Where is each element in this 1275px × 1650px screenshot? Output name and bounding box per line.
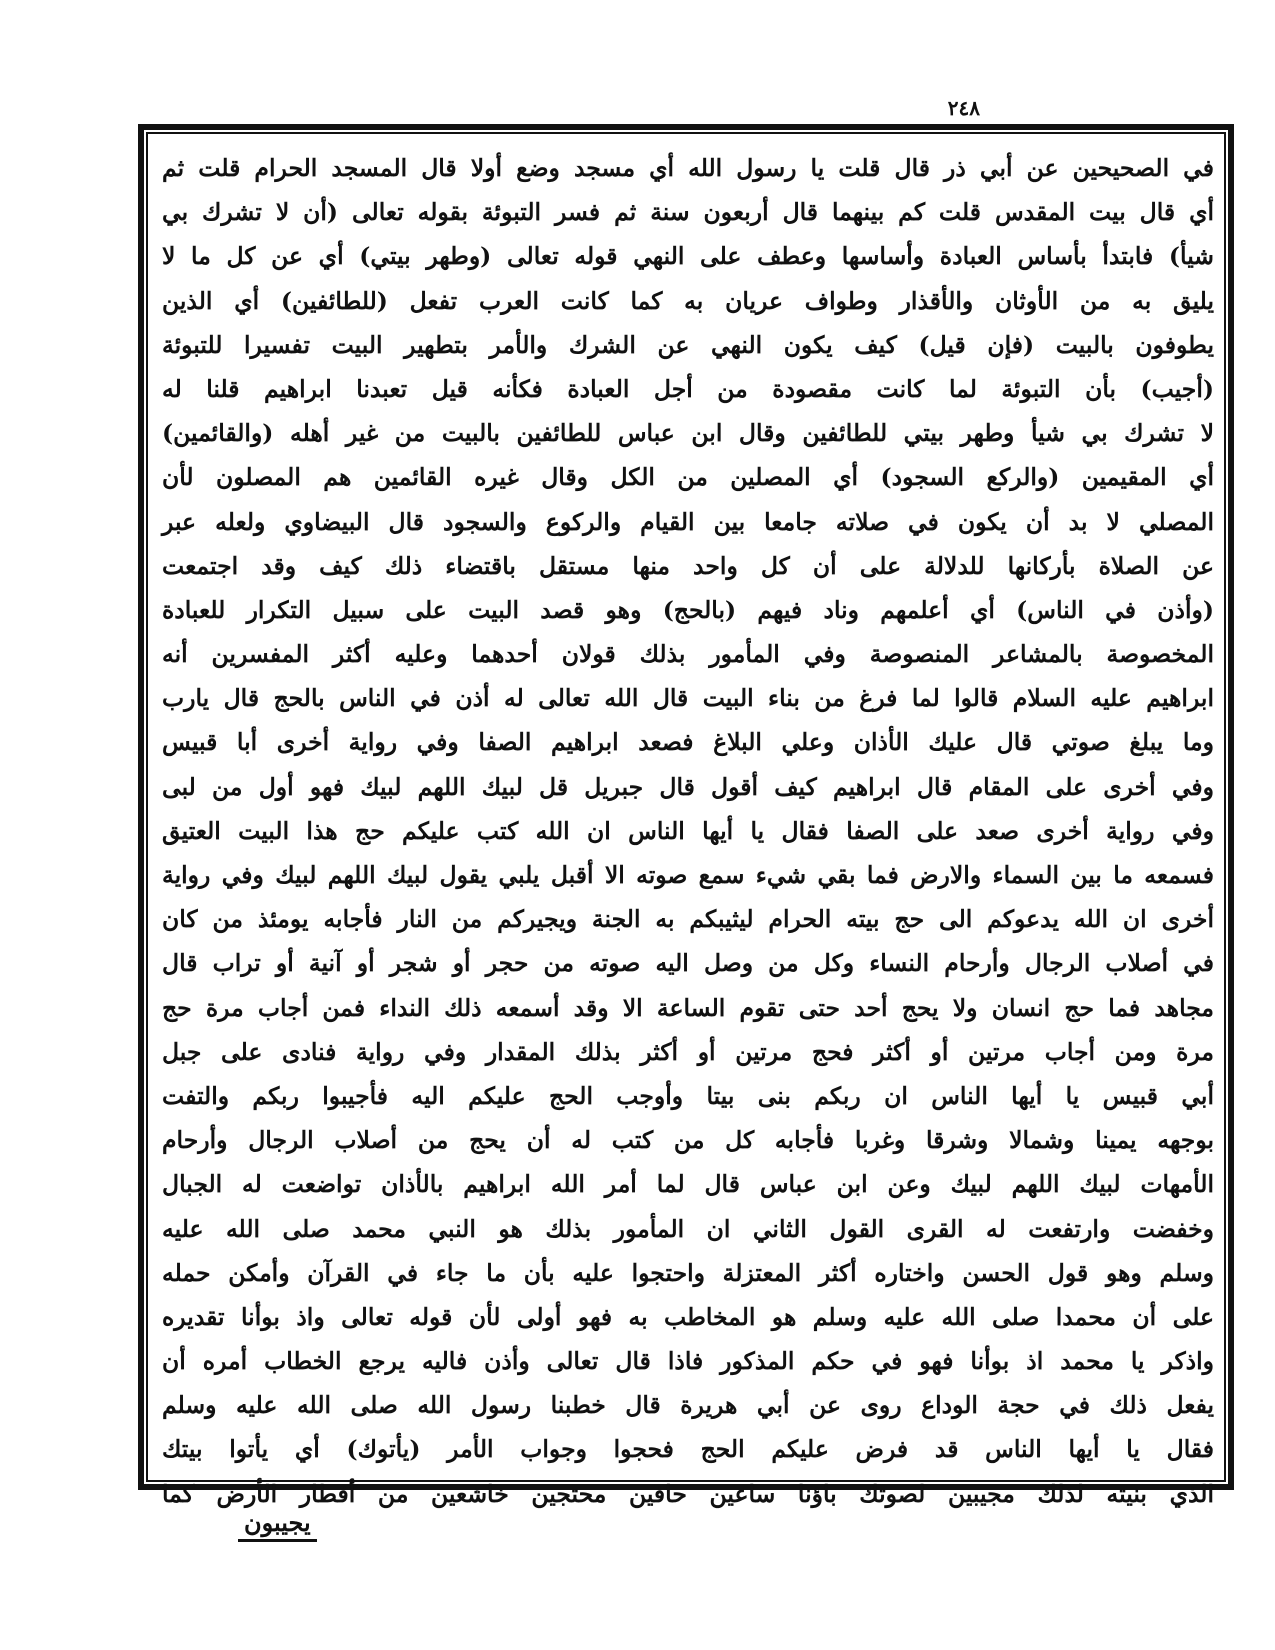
text-line: فسمعه ما بين السماء والارض فما بقي شيء سمع صوته الا أقبل يلبي يقول لبيك اللهم لبيك وفي رواية [162,861,1215,889]
text-line: أبي قبيس يا أيها الناس ان ربكم بنى بيتا وأوجب الحج عليكم اليه فأجيبوا ربكم والتفت [162,1081,1214,1110]
text-line: المخصوصة بالمشاعر المنصوصة وفي المأمور بذلك قولان أحدهما وعليه أكثر المفسرين أنه [162,640,1214,669]
text-line: يفعل ذلك في حجة الوداع روى عن أبي هريرة قال خطبنا رسول الله صلى الله عليه وسلم [162,1391,1214,1420]
main-text-block [162,146,1215,1508]
text-line: يطوفون بالبيت (فإن قيل) كيف يكون النهي عن الشرك والأمر بتطهير البيت تفسيرا للتبوئة [162,330,1214,359]
text-line: وسلم وهو قول الحسن واختاره أكثر المعتزلة واحتجوا عليه بأن ما جاء في القرآن وأمكن حمله [162,1258,1214,1287]
text-line: على أن محمدا صلى الله عليه وسلم هو المخاطب به فهو أولى لأن قوله تعالى واذ بوأنا تقديره [162,1302,1214,1331]
text-line: وفي أخرى على المقام قال ابراهيم كيف أقول قال جبريل قل لبيك اللهم لبيك فهو أول من لبى [162,772,1214,801]
text-line: وفي رواية أخرى صعد على الصفا فقال يا أيها الناس ان الله كتب عليكم حج هذا البيت العتيق [162,816,1214,845]
text-line: فقال يا أيها الناس قد فرض عليكم الحج فحجوا وجواب الأمر (يأتوك) أي يأتوا بيتك [162,1435,1214,1464]
text-line: الأمهات لبيك اللهم لبيك وعن ابن عباس قال لما أمر الله ابراهيم بالأذان تواضعت له الجبال [162,1170,1214,1199]
text-line: (أجيب) بأن التبوئة لما كانت مقصودة من أجل العبادة فكأنه قيل تعبدنا ابراهيم قلنا له [162,374,1214,403]
text-line: وخفضت وارتفعت له القرى القول الثاني ان المأمور بذلك هو النبي محمد صلى الله عليه [162,1214,1214,1243]
text-line: ابراهيم عليه السلام قالوا لما فرغ من بناء البيت قال الله تعالى له أذن في الناس بالحج قال يارب [162,684,1214,713]
text-line: واذكر يا محمد اذ بوأنا فهو في حكم المذكور فاذا قال تعالى وأذن فاليه يرجع الخطاب أمره أن [162,1347,1214,1376]
text-line: أي قال بيت المقدس قلت كم بينهما قال أربعون سنة ثم فسر التبوئة بقوله تعالى (أن لا تشرك بي [162,198,1214,227]
text-line: شيأ) فابتدأ بأساس العبادة وأساسها وعطف على النهي قوله تعالى (وطهر بيتي) أي عن كل ما لا [162,242,1214,271]
text-line: في أصلاب الرجال وأرحام النساء وكل من وصل اليه صوته من حجر أو شجر أو آنية أو تراب قال [162,949,1214,978]
text-line: عن الصلاة بأركانها للدلالة على أن كل واحد منها مستقل باقتضاء ذلك كيف وقد اجتمعت [162,551,1214,580]
text-line: يليق به من الأوثان والأقذار وطواف عريان به كما كانت العرب تفعل (للطائفين) أي الذين [162,286,1214,315]
text-line: أي المقيمين (والركع السجود) أي المصلين من الكل وقال غيره القائمين هم المصلون لأن [162,463,1214,492]
text-line: أخرى ان الله يدعوكم الى حج بيته الحرام ليثيبكم به الجنة ويجيركم من النار فأجابه يومئذ من كان [162,905,1214,934]
text-line: بوجهه يمينا وشمالا وشرقا وغربا فأجابه كل من كتب له أن يحج من أصلاب الرجال وأرحام [162,1126,1214,1155]
text-line: مجاهد فما حج انسان ولا يحج أحد حتى تقوم الساعة الا وقد أسمعه ذلك النداء فمن أجاب مرة حج [162,993,1214,1022]
text-line: لا تشرك بي شيأ وطهر بيتي للطائفين وقال ابن عباس للطائفين بالبيت من غير أهله (والقائمين) [162,419,1214,448]
catchword: يجيبون [238,1508,317,1542]
text-line: الذي بنيته لذلك مجيبين لصوتك باؤنا ساعين حافين محتجين خاشعين من أقطار الأرض كما [162,1479,1215,1508]
text-line: في الصحيحين عن أبي ذر قال قلت يا رسول الله أي مسجد وضع أولا قال المسجد الحرام قلت ثم [162,154,1214,182]
text-line: (وأذن في الناس) أي أعلمهم وناد فيهم (بالحج) وهو قصد البيت على سبيل التكرار للعبادة [162,595,1214,624]
page-number: ٢٤٨ [947,96,980,120]
text-line: مرة ومن أجاب مرتين أو أكثر فحج مرتين أو أكثر بذلك المقدار وفي رواية فنادى على جبل [162,1037,1214,1066]
text-line: وما يبلغ صوتي قال عليك الأذان وعلي البلاغ فصعد ابراهيم الصفا وفي رواية أخرى أبا قبيس [162,728,1214,757]
text-line: المصلي لا بد أن يكون في صلاته جامعا بين القيام والركوع والسجود قال البيضاوي ولعله عبر [162,507,1214,536]
